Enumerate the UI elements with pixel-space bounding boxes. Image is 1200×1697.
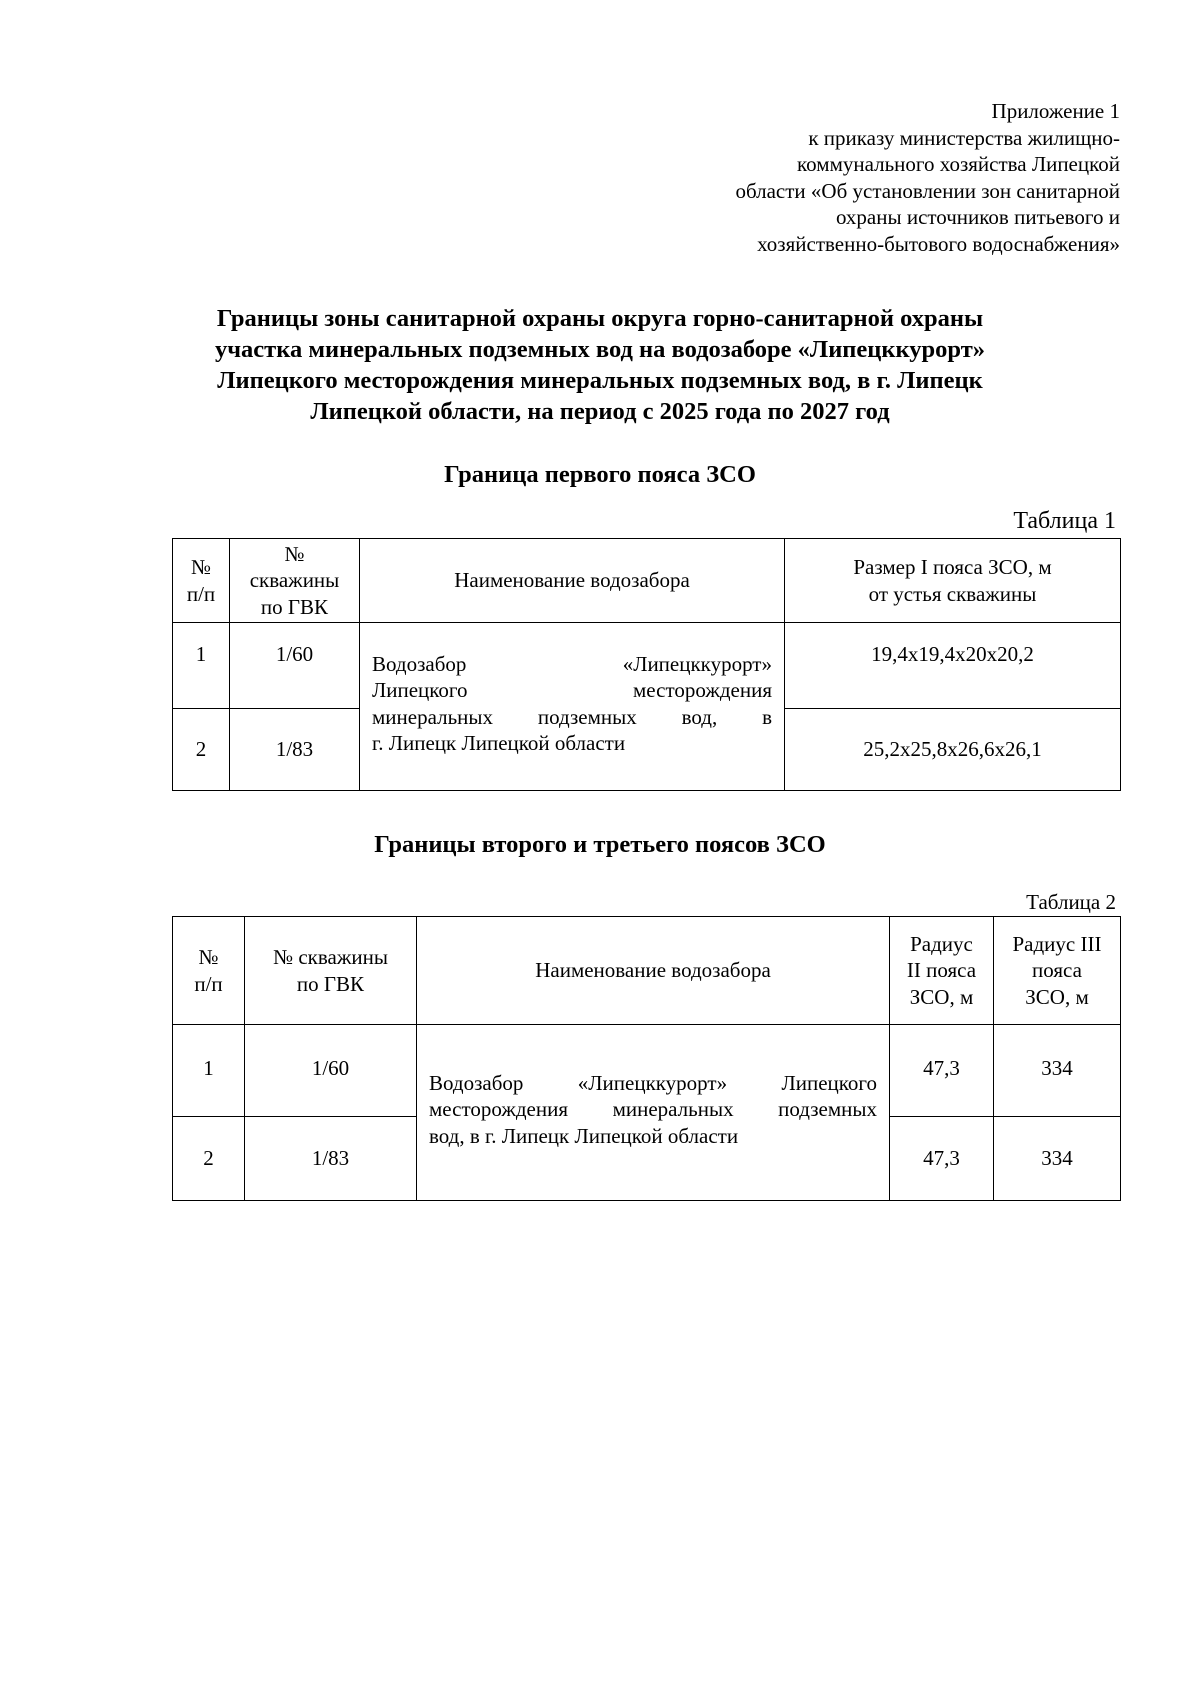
name-line: вод, в г. Липецк Липецкой области: [429, 1123, 739, 1148]
name-line: минеральных подземных вод, в: [372, 704, 772, 729]
table2-header-num: № п/п: [173, 917, 245, 1025]
name-line: г. Липецк Липецкой области: [372, 731, 626, 755]
name-line: месторождения минеральных подземных: [429, 1097, 877, 1122]
table2-header-r2: Радиус II пояса ЗСО, м: [890, 917, 994, 1025]
table1-cell-num: 2: [173, 709, 230, 791]
name-line: Водозабор «Липецккурорт»: [372, 651, 772, 676]
table2-cell-num: 2: [173, 1117, 245, 1201]
table1-cell-name: [360, 623, 785, 791]
title-line: участка минеральных подземных вод на водозаборе «Липецккурорт»: [214, 336, 986, 363]
title-line: Липецкой области, на период с 2025 года по 2027 год: [310, 398, 890, 425]
table2-cell-r3: 334: [994, 1117, 1121, 1201]
table2-cell-well: 1/83: [245, 1117, 417, 1201]
table-row: [173, 623, 1121, 709]
section1-heading: Граница первого пояса ЗСО: [444, 461, 756, 488]
table2: [172, 916, 1121, 1201]
table1-header-num: № п/п: [173, 539, 230, 623]
table2-cell-num: 1: [173, 1025, 245, 1117]
table1-header-row: [173, 539, 1121, 623]
table1-caption: Таблица 1: [1013, 508, 1116, 534]
name-line: Водозабор «Липецккурорт» Липецкого: [429, 1070, 877, 1095]
title-line: Липецкого месторождения минеральных подземных вод, в г. Липецк: [217, 367, 983, 394]
table1-header-name: Наименование водозабора: [360, 539, 785, 623]
appendix-block: [580, 98, 1120, 257]
document-title: [150, 303, 1050, 427]
appendix-line: Приложение 1: [991, 99, 1120, 123]
appendix-line: области «Об установлении зон санитарной: [735, 178, 1120, 203]
table2-cell-r2: 47,3: [890, 1025, 994, 1117]
table1-cell-well: 1/83: [230, 709, 360, 791]
name-line: Липецкого месторождения: [372, 678, 772, 702]
table2-header-r3: Радиус III пояса ЗСО, м: [994, 917, 1121, 1025]
appendix-line: коммунального хозяйства Липецкой: [797, 152, 1120, 176]
table2-header-row: [173, 917, 1121, 1025]
appendix-line: к приказу министерства жилищно-: [808, 125, 1120, 150]
table1-cell-size: 19,4x19,4x20x20,2: [785, 623, 1121, 709]
table1-header-well: № скважины по ГВК: [230, 539, 360, 623]
table1-cell-num: 1: [173, 623, 230, 709]
table2-cell-r2: 47,3: [890, 1117, 994, 1201]
appendix-line: охраны источников питьевого и: [835, 205, 1120, 229]
section2-heading: Границы второго и третьего поясов ЗСО: [374, 831, 826, 858]
table2-header-name: Наименование водозабора: [417, 917, 890, 1025]
table2-cell-r3: 334: [994, 1025, 1121, 1117]
table2-cell-name: [417, 1025, 890, 1201]
appendix-line: хозяйственно-бытового водоснабжения»: [757, 231, 1120, 256]
table2-cell-well: 1/60: [245, 1025, 417, 1117]
table-row: [173, 1025, 1121, 1117]
title-line: Границы зоны санитарной охраны округа горно-санитарной охраны: [216, 305, 984, 332]
table1-cell-well: 1/60: [230, 623, 360, 709]
table2-caption: Таблица 2: [1026, 890, 1116, 914]
table1-cell-size: 25,2x25,8x26,6x26,1: [785, 709, 1121, 791]
table2-header-well: № скважины по ГВК: [245, 917, 417, 1025]
table1: [172, 538, 1121, 791]
table1-header-size: Размер I пояса ЗСО, м от устья скважины: [785, 539, 1121, 623]
